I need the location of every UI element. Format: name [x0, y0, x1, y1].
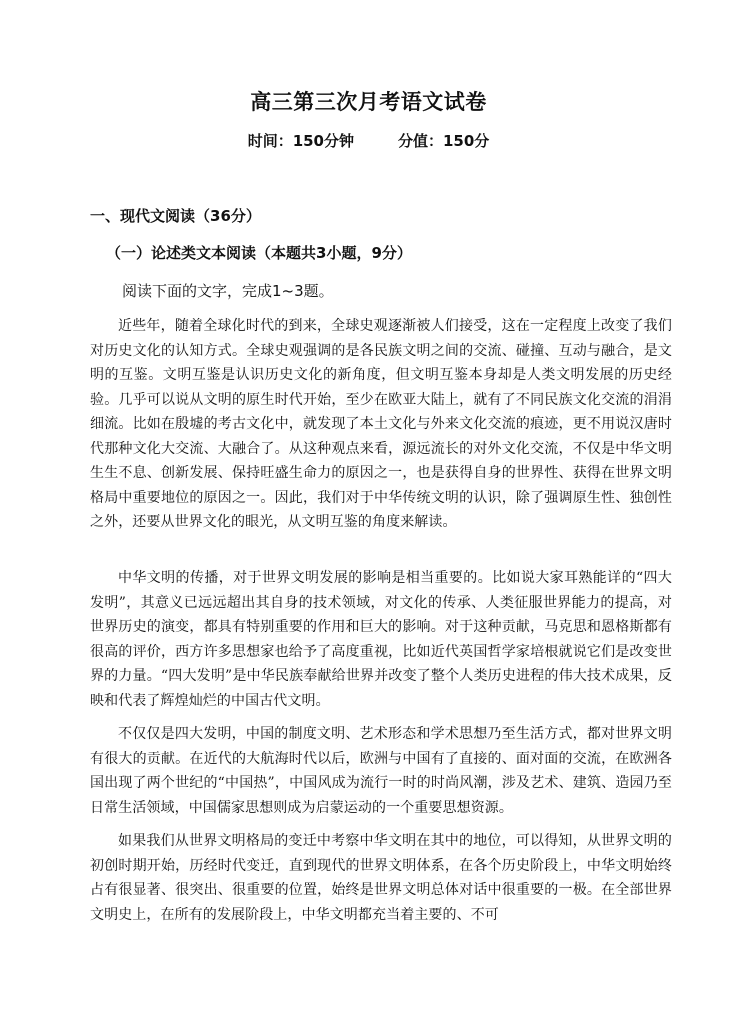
subsection-heading: （一）论述类文本阅读（本题共3小题，9分）	[106, 244, 412, 262]
page-title: 高三第三次月考语文试卷	[250, 90, 487, 114]
passage-paragraph: 近些年，随着全球化时代的到来，全球史观逐渐被人们接受，这在一定程度上改变了我们对历史文化的认知方式。全球史观强调的是各民族文明之间的交流、碰撞、互动与融合，是文明的互鉴。文明互鉴是认识历史文化的新角度，但文明互鉴本身却是人类文明发展的历史经验。几乎可以说从文明的原生时代开始，至少在欧亚大陆上，就有了不同民族文化交流的涓涓细流。比如在殷墟的考古文化中，就发现了本土文化与外来文化交流的痕迹，更不用说汉唐时代那种文化大交流、大融合了。从这种观点来看，源远流长的对外文化交流，不仅是中华文明生生不息、创新发展、保持旺盛生命力的原因之一，也是获得自身的世界性、获得在世界文明格局中重要地位的原因之一。因此，我们对于中华传统文明的认识，除了强调原生性、独创性之外，还要从世界文化的眼光，从文明互鉴的角度来解读。	[90, 318, 672, 530]
passage-paragraph: 不仅仅是四大发明，中国的制度文明、艺术形态和学术思想乃至生活方式，都对世界文明有很大的贡献。在近代的大航海时代以后，欧洲与中国有了直接的、面对面的交流，在欧洲各国出现了两个世纪的“中国热”，中国风成为流行一时的时尚风潮，涉及艺术、建筑、造园乃至日常生活领域，中国儒家思想则成为启蒙运动的一个重要思想资源。	[90, 726, 672, 816]
exam-score: 分值：150分	[398, 132, 490, 150]
section-heading: 一、现代文阅读（36分）	[90, 207, 261, 225]
passage-paragraph: 如果我们从世界文明格局的变迁中考察中华文明在其中的地位，可以得知，从世界文明的初创时期开始，历经时代变迁，直到现代的世界文明体系，在各个历史阶段上，中华文明始终占有很显著、很突出、很重要的位置，始终是世界文明总体对话中很重要的一极。在全部世界文明史上，在所有的发展阶段上，中华文明都充当着主要的、不可	[90, 833, 672, 923]
exam-meta	[0, 130, 737, 151]
passage-paragraph: 中华文明的传播，对于世界文明发展的影响是相当重要的。比如说大家耳熟能详的“四大发明”，其意义已远远超出其自身的技术领域，对文化的传承、人类征服世界能力的提高，对世界历史的演变，都具有特别重要的作用和巨大的影响。对于这种贡献，马克思和恩格斯都有很高的评价，西方许多思想家也给予了高度重视，比如近代英国哲学家培根就说它们是改变世界的力量。“四大发明”是中华民族奉献给世界并改变了整个人类历史进程的伟大技术成果，反映和代表了辉煌灿烂的中国古代文明。	[90, 570, 672, 709]
reading-instruction: 阅读下面的文字，完成1~3题。	[122, 282, 334, 300]
exam-time: 时间：150分钟	[247, 132, 354, 150]
